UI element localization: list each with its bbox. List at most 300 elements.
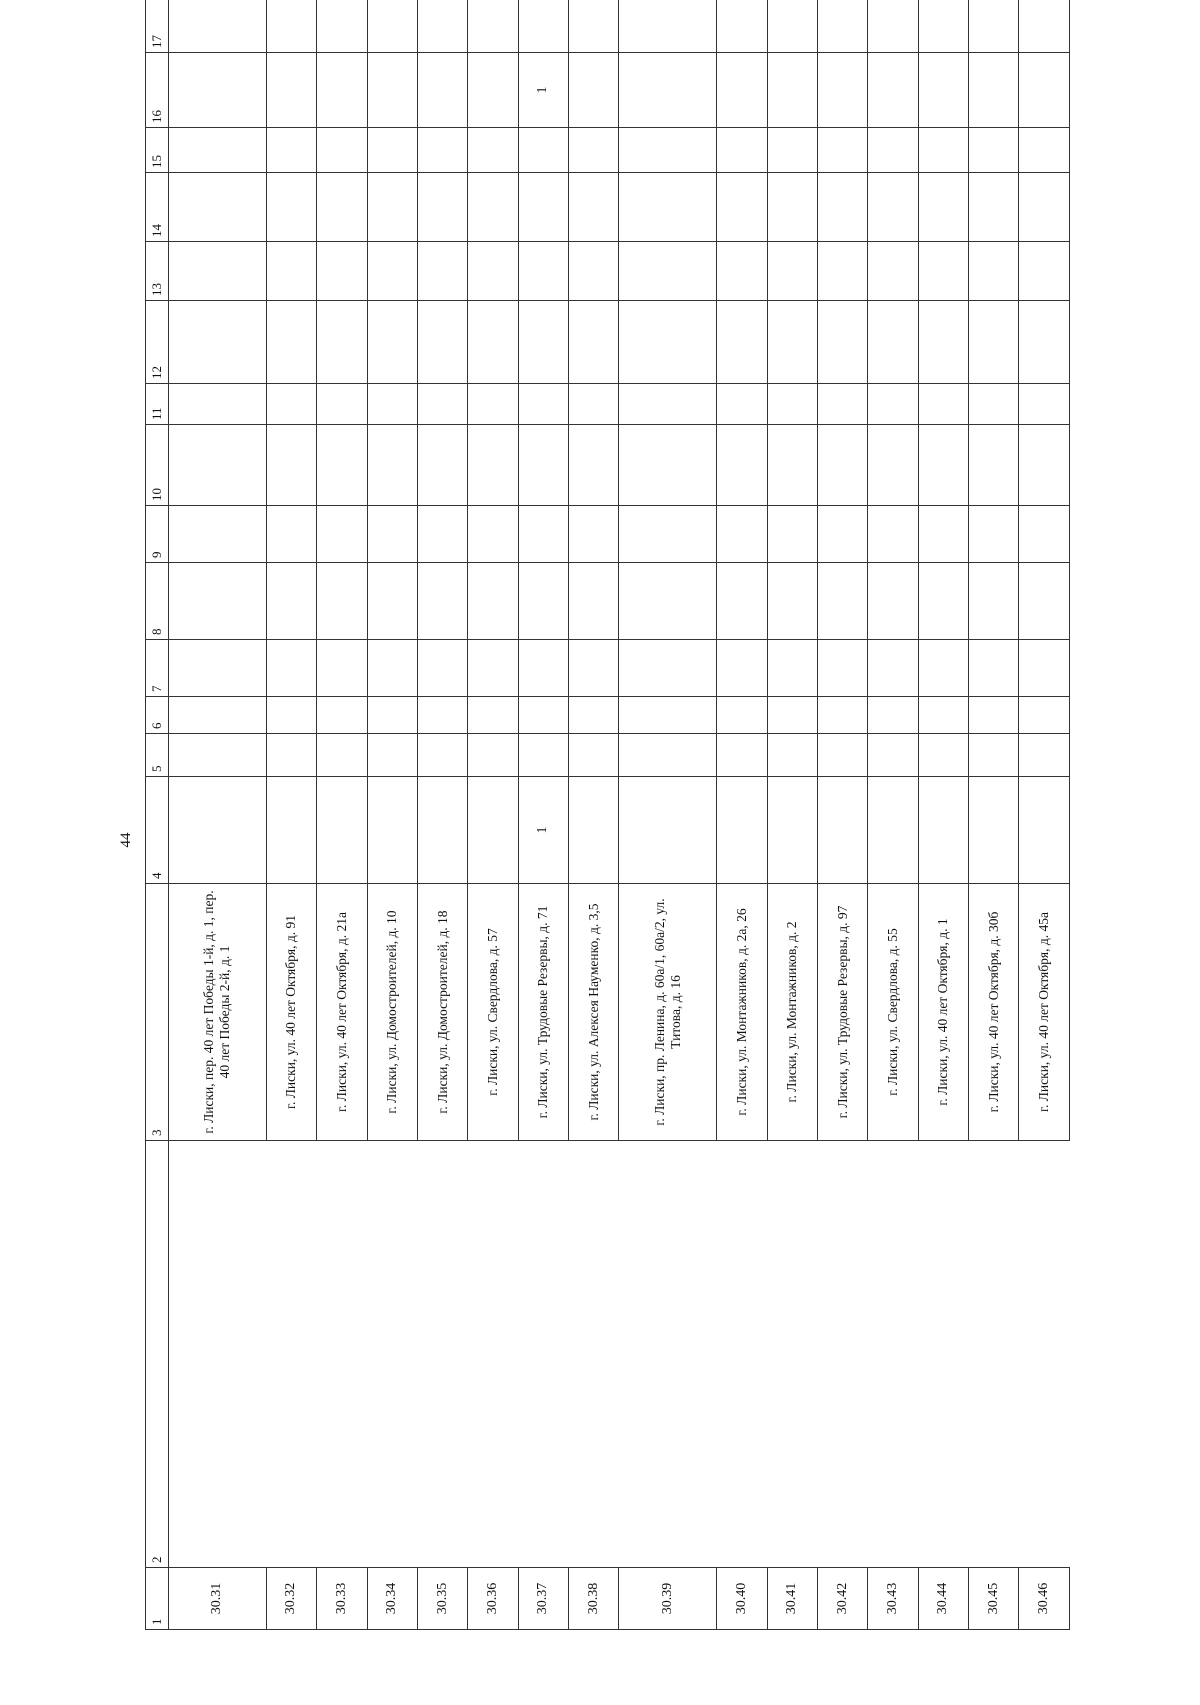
row-number-cell: 30.34 <box>367 1568 417 1630</box>
empty-cell <box>266 697 316 734</box>
empty-cell <box>417 425 467 506</box>
empty-cell <box>767 173 817 242</box>
address-cell: г. Лиски, ул. Домостроителей, д. 18 <box>417 884 467 1141</box>
value-cell-col16: 1 <box>518 53 568 128</box>
empty-cell <box>767 697 817 734</box>
empty-cell <box>817 506 867 563</box>
empty-cell <box>619 697 717 734</box>
empty-cell <box>918 128 968 173</box>
empty-cell <box>1019 697 1070 734</box>
empty-cell <box>717 242 767 301</box>
empty-cell <box>367 242 417 301</box>
empty-cell <box>569 301 619 384</box>
empty-cell <box>518 425 568 506</box>
empty-cell <box>417 506 467 563</box>
header-row <box>146 0 169 1630</box>
empty-cell <box>918 384 968 425</box>
empty-cell <box>619 1141 717 1568</box>
table-row <box>367 0 417 1630</box>
empty-cell <box>367 128 417 173</box>
empty-cell <box>717 697 767 734</box>
empty-cell <box>169 0 267 53</box>
empty-cell <box>569 1141 619 1568</box>
empty-cell <box>619 173 717 242</box>
empty-cell <box>518 0 568 53</box>
value-cell-col4 <box>969 777 1019 884</box>
value-cell-col16 <box>417 53 467 128</box>
empty-cell <box>518 563 568 640</box>
empty-cell <box>468 734 518 777</box>
empty-cell <box>169 697 267 734</box>
empty-cell <box>717 640 767 697</box>
empty-cell <box>569 425 619 506</box>
value-cell-col16 <box>569 53 619 128</box>
empty-cell <box>266 506 316 563</box>
value-cell-col4 <box>717 777 767 884</box>
value-cell-col4 <box>317 777 367 884</box>
value-cell-col4 <box>767 777 817 884</box>
table-row <box>468 0 518 1630</box>
empty-cell <box>518 506 568 563</box>
column-number-header: 4 <box>146 777 169 884</box>
column-number-header: 13 <box>146 242 169 301</box>
empty-cell <box>918 1141 968 1568</box>
empty-cell <box>767 128 817 173</box>
empty-cell <box>468 506 518 563</box>
empty-cell <box>969 1141 1019 1568</box>
column-number-header: 11 <box>146 384 169 425</box>
column-number-header: 17 <box>146 0 169 53</box>
value-cell-col4 <box>918 777 968 884</box>
empty-cell <box>468 563 518 640</box>
empty-cell <box>569 242 619 301</box>
empty-cell <box>468 697 518 734</box>
value-cell-col16 <box>868 53 918 128</box>
column-number-header: 8 <box>146 563 169 640</box>
empty-cell <box>817 697 867 734</box>
empty-cell <box>518 697 568 734</box>
empty-cell <box>317 697 367 734</box>
address-cell: г. Лиски, ул. Монтажников, д. 2 <box>767 884 817 1141</box>
empty-cell <box>317 425 367 506</box>
empty-cell <box>619 734 717 777</box>
empty-cell <box>266 425 316 506</box>
empty-cell <box>918 563 968 640</box>
empty-cell <box>619 425 717 506</box>
empty-cell <box>266 173 316 242</box>
empty-cell <box>169 1141 267 1568</box>
empty-cell <box>169 734 267 777</box>
address-cell: г. Лиски, ул. Трудовые Резервы, д. 97 <box>817 884 867 1141</box>
empty-cell <box>317 0 367 53</box>
empty-cell <box>918 697 968 734</box>
empty-cell <box>868 506 918 563</box>
empty-cell <box>468 128 518 173</box>
empty-cell <box>417 301 467 384</box>
empty-cell <box>518 242 568 301</box>
empty-cell <box>417 734 467 777</box>
empty-cell <box>1019 734 1070 777</box>
empty-cell <box>868 425 918 506</box>
empty-cell <box>817 563 867 640</box>
empty-cell <box>317 640 367 697</box>
empty-cell <box>518 128 568 173</box>
column-number-header: 1 <box>146 1568 169 1630</box>
empty-cell <box>417 640 467 697</box>
address-cell: г. Лиски, ул. 40 лет Октября, д. 21а <box>317 884 367 1141</box>
empty-cell <box>767 301 817 384</box>
empty-cell <box>969 640 1019 697</box>
table-row <box>417 0 467 1630</box>
empty-cell <box>518 1141 568 1568</box>
address-cell: г. Лиски, ул. Алексея Науменко, д. 3,5 <box>569 884 619 1141</box>
empty-cell <box>817 1141 867 1568</box>
column-number-header: 6 <box>146 697 169 734</box>
empty-cell <box>569 384 619 425</box>
empty-cell <box>569 506 619 563</box>
empty-cell <box>767 0 817 53</box>
empty-cell <box>468 640 518 697</box>
empty-cell <box>317 384 367 425</box>
empty-cell <box>717 0 767 53</box>
empty-cell <box>868 1141 918 1568</box>
empty-cell <box>317 563 367 640</box>
empty-cell <box>969 697 1019 734</box>
empty-cell <box>717 128 767 173</box>
empty-cell <box>619 384 717 425</box>
value-cell-col16 <box>468 53 518 128</box>
empty-cell <box>1019 384 1070 425</box>
column-number-header: 3 <box>146 884 169 1141</box>
empty-cell <box>417 0 467 53</box>
address-cell: г. Лиски, ул. Свердлова, д. 57 <box>468 884 518 1141</box>
column-number-header: 5 <box>146 734 169 777</box>
empty-cell <box>868 640 918 697</box>
empty-cell <box>717 1141 767 1568</box>
row-number-cell: 30.44 <box>918 1568 968 1630</box>
row-number-cell: 30.32 <box>266 1568 316 1630</box>
empty-cell <box>868 173 918 242</box>
value-cell-col4 <box>367 777 417 884</box>
empty-cell <box>717 173 767 242</box>
empty-cell <box>266 1141 316 1568</box>
value-cell-col16 <box>169 53 267 128</box>
empty-cell <box>367 1141 417 1568</box>
row-number-cell: 30.37 <box>518 1568 568 1630</box>
empty-cell <box>918 0 968 53</box>
row-number-cell: 30.46 <box>1019 1568 1070 1630</box>
empty-cell <box>1019 173 1070 242</box>
table-row <box>317 0 367 1630</box>
empty-cell <box>969 384 1019 425</box>
empty-cell <box>518 384 568 425</box>
empty-cell <box>468 173 518 242</box>
empty-cell <box>266 384 316 425</box>
table-row <box>169 0 267 1630</box>
empty-cell <box>367 734 417 777</box>
empty-cell <box>367 425 417 506</box>
empty-cell <box>367 697 417 734</box>
empty-cell <box>569 0 619 53</box>
empty-cell <box>569 697 619 734</box>
empty-cell <box>717 384 767 425</box>
empty-cell <box>868 128 918 173</box>
empty-cell <box>317 242 367 301</box>
empty-cell <box>417 128 467 173</box>
address-cell: г. Лиски, ул. 40 лет Октября, д. 30б <box>969 884 1019 1141</box>
empty-cell <box>569 734 619 777</box>
empty-cell <box>417 384 467 425</box>
address-cell: г. Лиски, ул. Трудовые Резервы, д. 71 <box>518 884 568 1141</box>
empty-cell <box>169 128 267 173</box>
table-row <box>619 0 717 1630</box>
empty-cell <box>317 506 367 563</box>
empty-cell <box>367 301 417 384</box>
empty-cell <box>918 173 968 242</box>
empty-cell <box>767 506 817 563</box>
empty-cell <box>266 242 316 301</box>
empty-cell <box>367 173 417 242</box>
value-cell-col4 <box>266 777 316 884</box>
empty-cell <box>969 128 1019 173</box>
empty-cell <box>767 384 817 425</box>
empty-cell <box>468 384 518 425</box>
empty-cell <box>767 242 817 301</box>
column-number-header: 9 <box>146 506 169 563</box>
empty-cell <box>918 506 968 563</box>
table-row <box>1019 0 1070 1630</box>
value-cell-col4 <box>569 777 619 884</box>
value-cell-col16 <box>918 53 968 128</box>
empty-cell <box>1019 506 1070 563</box>
empty-cell <box>266 128 316 173</box>
table-row <box>767 0 817 1630</box>
empty-cell <box>569 128 619 173</box>
empty-cell <box>969 734 1019 777</box>
empty-cell <box>417 173 467 242</box>
value-cell-col4 <box>1019 777 1070 884</box>
row-number-cell: 30.35 <box>417 1568 467 1630</box>
empty-cell <box>1019 301 1070 384</box>
value-cell-col16 <box>969 53 1019 128</box>
empty-cell <box>817 173 867 242</box>
row-number-cell: 30.31 <box>169 1568 267 1630</box>
value-cell-col4 <box>868 777 918 884</box>
empty-cell <box>1019 563 1070 640</box>
empty-cell <box>367 640 417 697</box>
empty-cell <box>969 0 1019 53</box>
empty-cell <box>317 128 367 173</box>
empty-cell <box>767 640 817 697</box>
table-row <box>518 0 568 1630</box>
empty-cell <box>518 301 568 384</box>
table-row <box>918 0 968 1630</box>
empty-cell <box>619 128 717 173</box>
empty-cell <box>468 1141 518 1568</box>
page-number: 44 <box>118 832 134 848</box>
value-cell-col16 <box>1019 53 1070 128</box>
empty-cell <box>266 0 316 53</box>
empty-cell <box>317 173 367 242</box>
empty-cell <box>767 734 817 777</box>
value-cell-col4 <box>619 777 717 884</box>
empty-cell <box>169 563 267 640</box>
empty-cell <box>767 563 817 640</box>
table-row <box>868 0 918 1630</box>
column-number-header: 16 <box>146 53 169 128</box>
address-cell: г. Лиски, пр. Ленина, д. 60а/1, 60а/2, ул. Титова, д. 16 <box>619 884 717 1141</box>
value-cell-col4 <box>417 777 467 884</box>
empty-cell <box>1019 640 1070 697</box>
value-cell-col4: 1 <box>518 777 568 884</box>
table-row <box>569 0 619 1630</box>
empty-cell <box>817 301 867 384</box>
empty-cell <box>417 697 467 734</box>
empty-cell <box>969 242 1019 301</box>
value-cell-col16 <box>367 53 417 128</box>
column-number-header: 10 <box>146 425 169 506</box>
empty-cell <box>717 506 767 563</box>
empty-cell <box>317 301 367 384</box>
empty-cell <box>969 301 1019 384</box>
table-row <box>817 0 867 1630</box>
empty-cell <box>317 734 367 777</box>
row-number-cell: 30.33 <box>317 1568 367 1630</box>
empty-cell <box>619 0 717 53</box>
register-table <box>145 0 1070 1630</box>
empty-cell <box>619 640 717 697</box>
empty-cell <box>969 506 1019 563</box>
empty-cell <box>468 0 518 53</box>
empty-cell <box>817 425 867 506</box>
value-cell-col4 <box>817 777 867 884</box>
empty-cell <box>266 640 316 697</box>
empty-cell <box>169 506 267 563</box>
empty-cell <box>969 173 1019 242</box>
empty-cell <box>969 563 1019 640</box>
empty-cell <box>817 734 867 777</box>
empty-cell <box>918 425 968 506</box>
empty-cell <box>969 425 1019 506</box>
empty-cell <box>569 563 619 640</box>
empty-cell <box>918 640 968 697</box>
address-cell: г. Лиски, ул. Свердлова, д. 55 <box>868 884 918 1141</box>
empty-cell <box>569 640 619 697</box>
empty-cell <box>868 697 918 734</box>
empty-cell <box>367 563 417 640</box>
empty-cell <box>1019 1141 1070 1568</box>
empty-cell <box>1019 242 1070 301</box>
row-number-cell: 30.40 <box>717 1568 767 1630</box>
row-number-cell: 30.38 <box>569 1568 619 1630</box>
value-cell-col16 <box>317 53 367 128</box>
empty-cell <box>266 563 316 640</box>
empty-cell <box>868 563 918 640</box>
column-number-header: 14 <box>146 173 169 242</box>
empty-cell <box>868 0 918 53</box>
empty-cell <box>619 242 717 301</box>
empty-cell <box>918 242 968 301</box>
empty-cell <box>817 384 867 425</box>
empty-cell <box>717 425 767 506</box>
address-cell: г. Лиски, пер. 40 лет Победы 1-й, д. 1, пер. 40 лет Победы 2-й, д. 1 <box>169 884 267 1141</box>
empty-cell <box>417 1141 467 1568</box>
address-cell: г. Лиски, ул. Монтажников, д. 2а, 26 <box>717 884 767 1141</box>
empty-cell <box>417 242 467 301</box>
empty-cell <box>169 425 267 506</box>
empty-cell <box>767 1141 817 1568</box>
table-row <box>717 0 767 1630</box>
row-number-cell: 30.41 <box>767 1568 817 1630</box>
empty-cell <box>367 0 417 53</box>
empty-cell <box>817 0 867 53</box>
empty-cell <box>767 425 817 506</box>
value-cell-col16 <box>619 53 717 128</box>
empty-cell <box>468 425 518 506</box>
empty-cell <box>1019 0 1070 53</box>
empty-cell <box>619 563 717 640</box>
empty-cell <box>169 242 267 301</box>
empty-cell <box>169 640 267 697</box>
empty-cell <box>868 301 918 384</box>
empty-cell <box>619 506 717 563</box>
empty-cell <box>169 173 267 242</box>
empty-cell <box>518 173 568 242</box>
column-number-header: 7 <box>146 640 169 697</box>
empty-cell <box>1019 425 1070 506</box>
value-cell-col4 <box>169 777 267 884</box>
empty-cell <box>868 384 918 425</box>
empty-cell <box>169 384 267 425</box>
row-number-cell: 30.43 <box>868 1568 918 1630</box>
table-frame <box>145 30 1070 1630</box>
row-number-cell: 30.42 <box>817 1568 867 1630</box>
empty-cell <box>266 734 316 777</box>
value-cell-col16 <box>717 53 767 128</box>
value-cell-col16 <box>266 53 316 128</box>
empty-cell <box>817 128 867 173</box>
empty-cell <box>1019 128 1070 173</box>
address-cell: г. Лиски, ул. Домостроителей, д. 10 <box>367 884 417 1141</box>
address-cell: г. Лиски, ул. 40 лет Октября, д. 1 <box>918 884 968 1141</box>
address-cell: г. Лиски, ул. 40 лет Октября, д. 45а <box>1019 884 1070 1141</box>
value-cell-col16 <box>817 53 867 128</box>
empty-cell <box>918 301 968 384</box>
empty-cell <box>468 242 518 301</box>
value-cell-col16 <box>767 53 817 128</box>
table-row <box>266 0 316 1630</box>
table-row <box>969 0 1019 1630</box>
empty-cell <box>317 1141 367 1568</box>
empty-cell <box>619 301 717 384</box>
empty-cell <box>417 563 467 640</box>
row-number-cell: 30.39 <box>619 1568 717 1630</box>
empty-cell <box>868 242 918 301</box>
empty-cell <box>918 734 968 777</box>
empty-cell <box>569 173 619 242</box>
empty-cell <box>817 640 867 697</box>
empty-cell <box>169 301 267 384</box>
address-cell: г. Лиски, ул. 40 лет Октября, д. 91 <box>266 884 316 1141</box>
empty-cell <box>717 734 767 777</box>
empty-cell <box>468 301 518 384</box>
row-number-cell: 30.45 <box>969 1568 1019 1630</box>
column-number-header: 12 <box>146 301 169 384</box>
empty-cell <box>817 242 867 301</box>
empty-cell <box>367 506 417 563</box>
empty-cell <box>717 301 767 384</box>
column-number-header: 2 <box>146 1141 169 1568</box>
